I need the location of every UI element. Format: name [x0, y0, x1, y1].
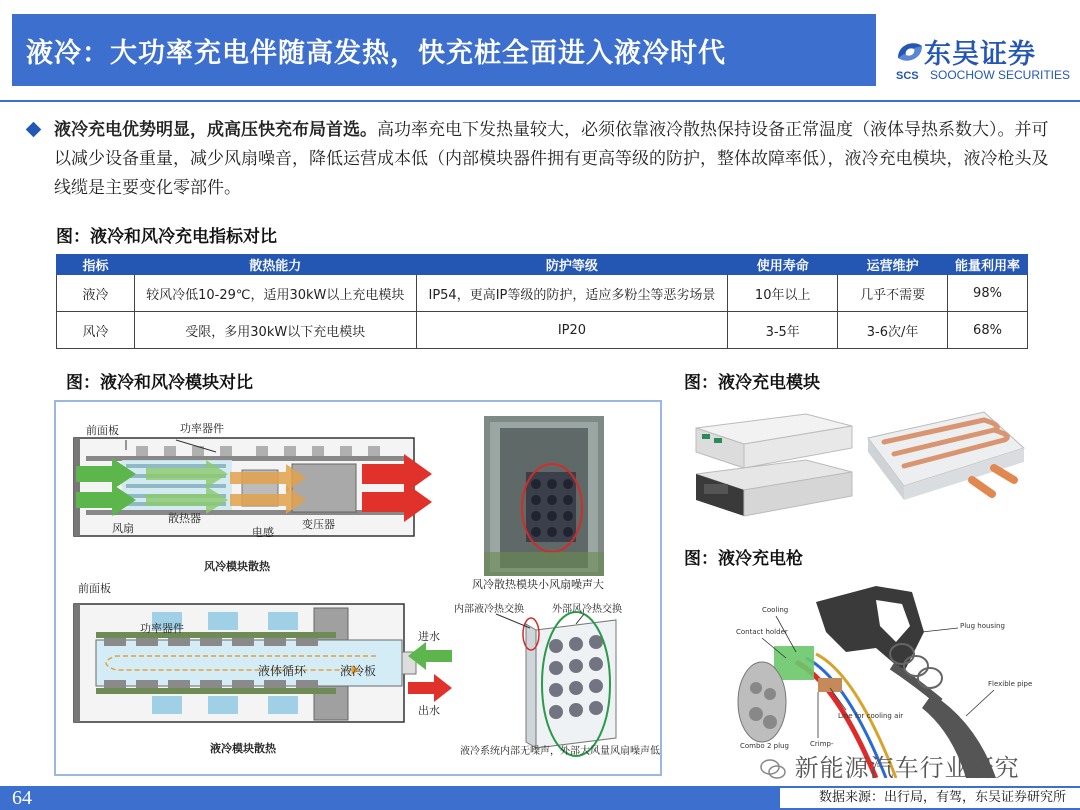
water-in-label: 进水 — [418, 630, 440, 643]
air-transformer-label: 变压器 — [302, 518, 335, 531]
gun-combo-label: Combo 2 plug — [740, 742, 789, 750]
liquid-loop-label: 液体循环 — [258, 664, 307, 678]
outer-exchange-label: 外部风冷热交换 — [552, 604, 622, 615]
table-cell: 风冷 — [57, 312, 135, 349]
table-header-cell: 指标 — [57, 255, 135, 275]
table-header-cell: 运营维护 — [838, 255, 948, 275]
table-header-cell: 散热能力 — [134, 255, 416, 275]
module-figure-title: 图：液冷和风冷模块对比 — [66, 373, 253, 393]
wechat-icon — [760, 759, 786, 779]
table-cell: 几乎不需要 — [838, 275, 948, 312]
gun-cooling-label: Cooling — [762, 606, 789, 614]
gun-plug-housing-label: Plug housing — [960, 622, 1005, 630]
table-row — [57, 275, 1028, 312]
gun-cooling-line-label: Line for cooling air — [838, 712, 904, 720]
table-cell: IP54，更高IP等级的防护，适应多粉尘等恶劣场景 — [416, 275, 728, 312]
liquid-plate-label: 液冷板 — [340, 664, 377, 678]
liquid-cabinet-sketch — [496, 612, 616, 756]
bullet-lead: 液冷充电优势明显，成高压快充布局首选。 — [54, 120, 377, 140]
logo-cn-name: 东吴证券 — [924, 39, 1036, 70]
table-cell: 3-6次/年 — [838, 312, 948, 349]
module-comparison-diagram — [56, 402, 660, 774]
charge-gun-title: 图：液冷充电枪 — [684, 549, 803, 569]
logo-abbr: SCS — [896, 70, 919, 82]
company-logo — [886, 28, 1076, 88]
table-cell: IP20 — [416, 312, 728, 349]
gun-flexible-pipe-label: Flexible pipe — [988, 680, 1033, 688]
inner-exchange-label: 内部液冷热交换 — [454, 604, 524, 615]
charge-module-title: 图：液冷充电模块 — [684, 373, 820, 393]
gun-crimp-label: Crimp- — [810, 740, 834, 748]
table-cell: 10年以上 — [728, 275, 838, 312]
cabinet-caption: 液冷系统内部无噪声，外部大风量风扇噪声低 — [460, 746, 660, 757]
air-cooled-charger-photo — [484, 416, 604, 576]
gun-contact-holder-label: Contact holder — [736, 628, 788, 636]
table-header-row — [57, 255, 1028, 275]
table-cell: 较风冷低10-29℃，适用30kW以上充电模块 — [134, 275, 416, 312]
page-number: 64 — [12, 787, 32, 809]
liquid-power-device-label: 功率器件 — [140, 622, 184, 635]
air-inductor-label: 电感 — [252, 526, 274, 539]
source-note: 数据来源：出行局，有驾，东吴证券研究所 — [818, 790, 1066, 805]
table-cell: 液冷 — [57, 275, 135, 312]
table-cell: 3-5年 — [728, 312, 838, 349]
cold-plate-photo — [864, 408, 1028, 520]
title-bar — [12, 14, 876, 86]
table-header-cell: 防护等级 — [416, 255, 728, 275]
photo-caption: 风冷散热模块小风扇噪声大 — [472, 578, 604, 591]
watermark-text: 新能源汽车行业研究 — [794, 754, 1020, 782]
air-heatsink-label: 散热器 — [168, 512, 201, 525]
air-fan-label: 风扇 — [112, 522, 134, 535]
liquid-cooled-diagram — [74, 604, 452, 722]
logo-en-name: SOOCHOW SECURITIES — [930, 68, 1071, 82]
logo-icon — [892, 34, 928, 70]
water-out-label: 出水 — [418, 704, 440, 717]
bullet-body: 高功率充电下发热量较大，必须依靠液冷散热保持设备正常温度（液体导热系数大）。并可以减少设备重量，减少风扇噪音，降低运营成本低（内部模块器件拥有更高等级的防护，整体故障率低），液冷充电模块，液冷枪头及线缆是主要变化零部件。 — [54, 120, 1049, 198]
table-header-cell: 能量利用率 — [948, 255, 1028, 275]
watermark — [760, 748, 1020, 783]
table-figure-title: 图：液冷和风冷充电指标对比 — [56, 227, 277, 247]
liquid-front-panel-label: 前面板 — [78, 582, 111, 595]
module-comparison-figure — [54, 400, 662, 776]
table-cell: 受限，多用30kW以下充电模块 — [134, 312, 416, 349]
air-front-panel-label: 前面板 — [86, 424, 119, 437]
liquid-caption: 液冷模块散热 — [210, 742, 276, 755]
page-title: 液冷：大功率充电伴随高发热，快充桩全面进入液冷时代 — [26, 37, 726, 69]
header-divider — [0, 100, 1080, 102]
table-cell: 98% — [948, 275, 1028, 312]
bullet-text — [24, 116, 1064, 203]
air-power-device-label: 功率器件 — [180, 422, 224, 435]
charge-module-photo — [686, 404, 858, 520]
table-cell: 68% — [948, 312, 1028, 349]
comparison-table — [56, 254, 1028, 349]
bullet-paragraph — [24, 116, 1064, 203]
table-row — [57, 312, 1028, 349]
table-header-cell: 使用寿命 — [728, 255, 838, 275]
air-caption: 风冷模块散热 — [204, 560, 270, 573]
